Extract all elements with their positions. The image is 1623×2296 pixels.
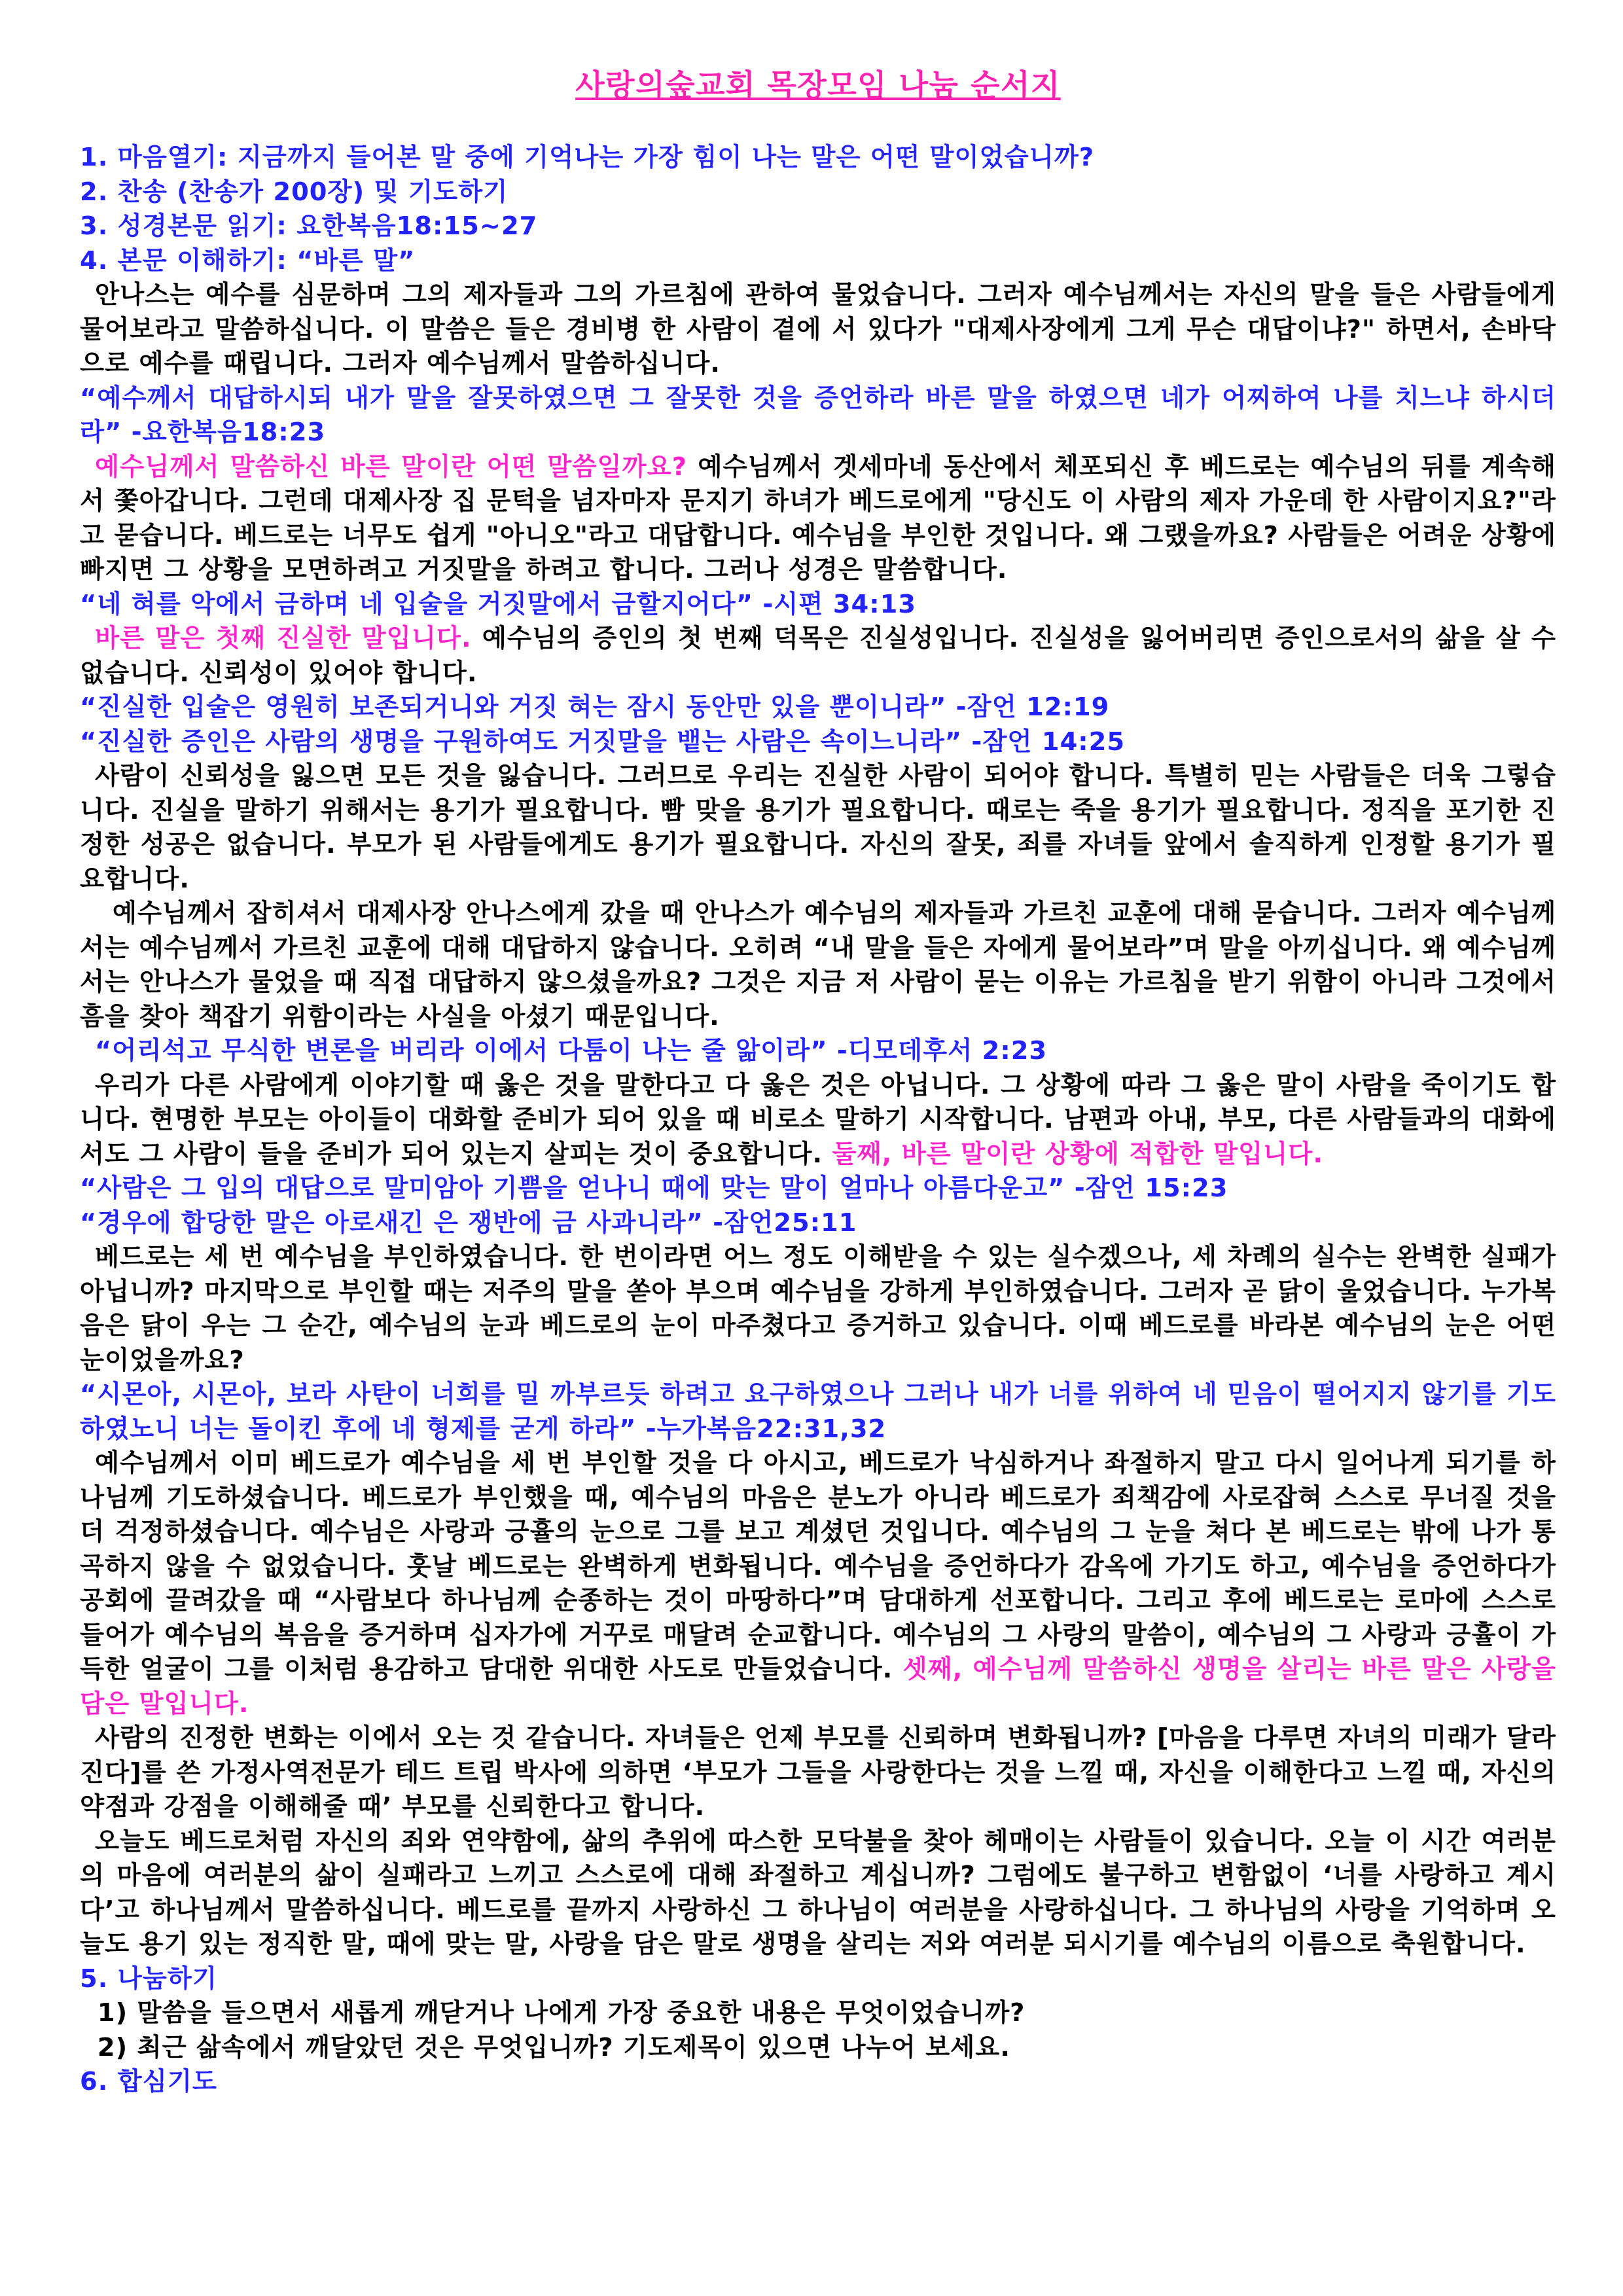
body-paragraph: 사람의 진정한 변화는 이에서 오는 것 같습니다. 자녀들은 언제 부모를 신뢰하며 변화됩니까? [마음을 다루면 자녀의 미래가 달라진다]를 쓴 가정사역전문가 테드 트립 박사에 의하면 ‘부모가 그들을 사랑한다는 것을 느낄 때, 자신을 이해한다고 느낄 때, 자신의 약점과 강점을 이해해줄 때’ 부모를 신뢰한다고 합니다. bbox=[80, 1723, 1556, 1821]
body-paragraph: 안나스는 예수를 심문하며 그의 제자들과 그의 가르침에 관하여 물었습니다. 그러자 예수님께서는 자신의 말을 들은 사람들에게 물어보라고 말씀하십니다. 이 말씀은 들은 경비병 한 사람이 곁에 서 있다가 "대제사장에게 그게 무슨 대답이냐?" 하면서, 손바닥으로 예수를 때립니다. 그러자 예수님께서 말씀하십니다. bbox=[80, 280, 1556, 378]
body-paragraph bbox=[80, 622, 1556, 691]
body-paragraph: 오늘도 베드로처럼 자신의 죄와 연약함에, 삶의 추위에 따스한 모닥불을 찾아 헤매이는 사람들이 있습니다. 오늘 이 시간 여러분의 마음에 여러분의 삶이 실패라고 느끼고 스스로에 대해 좌절하고 계십니까? 그럼에도 불구하고 변함없이 ‘너를 사랑하고 계시다’고 하나님께서 말씀하십니다. 베드로를 끝까지 사랑하신 그 하나님이 여러분을 사랑하십니다. 그 하나님의 사랑을 기억하며 오늘도 용기 있는 정직한 말, 때에 맞는 말, 사랑을 담은 말로 생명을 살리는 저와 여러분 되시기를 예수님의 이름으로 축원합니다. bbox=[80, 1826, 1556, 1959]
scripture-quote: “경우에 합당한 말은 아로새긴 은 쟁반에 금 사과니라” -잠언25:11 bbox=[80, 1208, 857, 1238]
emphasis-text: 셋째, 예수님께 말씀하신 생명을 살리는 바른 말은 사랑을 담은 말입니다. bbox=[80, 1655, 1556, 1719]
paragraph-text: 예수님께서 겟세마네 동산에서 체포되신 후 베드로는 예수님의 뒤를 계속해서 쫓아갑니다. 그런데 대제사장 집 문턱을 넘자마자 문지기 하녀가 베드로에게 "당신도 이 사람의 제자 가운데 한 사람이지요?"라고 묻습니다. 베드로는 너무도 쉽게 "아니오"라고 대답합니다. 예수님을 부인한 것입니다. 왜 그랬을까요? 사람들은 어려운 상황에 빠지면 그 상황을 모면하려고 거짓말을 하려고 합니다. 그러나 성경은 말씀합니다. bbox=[80, 452, 1557, 584]
body-paragraph bbox=[80, 1069, 1556, 1172]
body-paragraph: 사람이 신뢰성을 잃으면 모든 것을 잃습니다. 그러므로 우리는 진실한 사람이 되어야 합니다. 특별히 믿는 사람들은 더욱 그렇습니다. 진실을 말하기 위해서는 용기가 필요합니다. 빰 맞을 용기가 필요합니다. 때로는 죽을 용기가 필요합니다. 정직을 포기한 진정한 성공은 없습니다. 부모가 된 사람들에게도 용기가 필요합니다. 자신의 잘못, 죄를 자녀들 앞에서 솔직하게 인정할 용기가 필요합니다. bbox=[80, 761, 1556, 894]
emphasis-text: 둘째, 바른 말이란 상황에 적합한 말입니다. bbox=[823, 1139, 1323, 1169]
item-6-united-prayer: 6. 합심기도 bbox=[80, 2067, 218, 2096]
sharing-question-1: 1) 말씀을 들으면서 새롭게 깨닫거나 나에게 가장 중요한 내용은 무엇이었습니까? bbox=[97, 1998, 1026, 2028]
document bbox=[80, 65, 1556, 2100]
paragraph-text: 예수님께서 이미 베드로가 예수님을 세 번 부인할 것을 다 아시고, 베드로가 낙심하거나 좌절하지 말고 다시 일어나게 되기를 하나님께 기도하셨습니다. 베드로가 부인했을 때, 예수님의 마음은 분노가 아니라 베드로가 죄책감에 사로잡혀 스스로 무너질 것을 더 걱정하셨습니다. 예수님은 사랑과 긍휼의 눈으로 그를 보고 계셨던 것입니다. 예수님의 그 눈을 쳐다 본 베드로는 밖에 나가 통곡하지 않을 수 없었습니다. 훗날 베드로는 완벽하게 변화됩니다. 예수님을 증언하다가 감옥에 가기도 하고, 예수님을 증언하다가 공회에 끌려갔을 때 “사람보다 하나님께 순종하는 것이 마땅하다”며 담대하게 선포합니다. 그리고 후에 베드로는 로마에 스스로 들어가 예수님의 복음을 증거하며 십자가에 거꾸로 매달려 순교합니다. 예수님의 그 사랑의 말씀이, 예수님의 그 사랑과 긍휼이 가득한 얼굴이 그를 이처럼 용감하고 담대한 위대한 사도로 만들었습니다. bbox=[80, 1448, 1556, 1684]
scripture-quote: “어리석고 무식한 변론을 버리라 이에서 다툼이 나는 줄 앎이라” -디모데후서 2:23 bbox=[95, 1036, 1048, 1066]
paragraph-text: 우리가 다른 사람에게 이야기할 때 옳은 것을 말한다고 다 옳은 것은 아닙니다. 그 상황에 따라 그 옳은 말이 사람을 죽이기도 합니다. 현명한 부모는 아이들이 대화할 준비가 되어 있을 때 비로소 말하기 시작합니다. 남편과 아내, 부모, 다른 사람들과의 대화에서도 그 사람이 들을 준비가 되어 있는지 살피는 것이 중요합니다. bbox=[80, 1070, 1556, 1169]
item-5-sharing: 5. 나눔하기 bbox=[80, 1964, 218, 1994]
item-4-understanding: 4. 본문 이해하기: “바른 말” bbox=[80, 245, 416, 276]
scripture-quote: “진실한 증인은 사람의 생명을 구원하여도 거짓말을 뱉는 사람은 속이느니라” -잠언 14:25 bbox=[80, 726, 1126, 757]
paragraph-text: 예수님의 증인의 첫 번째 덕목은 진실성입니다. 진실성을 잃어버리면 증인으로서의 삶을 살 수 없습니다. 신뢰성이 있어야 합니다. bbox=[80, 624, 1557, 688]
emphasis-text: 바른 말은 첫째 진실한 말입니다. bbox=[95, 624, 472, 653]
scripture-quote: “사람은 그 입의 대답으로 말미암아 기쁨을 얻나니 때에 맞는 말이 얼마나 아름다운고” -잠언 15:23 bbox=[80, 1174, 1228, 1203]
body-paragraph: 베드로는 세 번 예수님을 부인하였습니다. 한 번이라면 어느 정도 이해받을 수 있는 실수겠으나, 세 차례의 실수는 완벽한 실패가 아닙니까? 마지막으로 부인할 때는 저주의 말을 쏟아 부으며 예수님을 강하게 부인하였습니다. 그러자 곧 닭이 울었습니다. 누가복음은 닭이 우는 그 순간, 예수님의 눈과 베드로의 눈이 마주쳤다고 증거하고 있습니다. 이때 베드로를 바라본 예수님의 눈은 어떤 눈이었을까요? bbox=[80, 1242, 1557, 1375]
item-2-hymn-prayer: 2. 찬송 (찬송가 200장) 및 기도하기 bbox=[80, 177, 508, 207]
scripture-quote: “진실한 입술은 영원히 보존되거니와 거짓 혀는 잠시 동안만 있을 뿐이니라” -잠언 12:19 bbox=[80, 692, 1110, 722]
item-1-open-heart: 1. 마음열기: 지금까지 들어본 말 중에 기억나는 가장 힘이 나는 말은 어떤 말이었습니까? bbox=[80, 143, 1095, 172]
body-paragraph bbox=[80, 1446, 1556, 1721]
sharing-question-2: 2) 최근 삶속에서 깨달았던 것은 무엇입니까? 기도제목이 있으면 나누어 보세요. bbox=[97, 2032, 1010, 2062]
scripture-quote: “예수께서 대답하시되 내가 말을 잘못하였으면 그 잘못한 것을 증언하라 바른 말을 하였으면 네가 어찌하여 나를 치느냐 하시더라” -요한복음18:23 bbox=[80, 383, 1556, 447]
scripture-quote: “시몬아, 시몬아, 보라 사탄이 너희를 밀 까부르듯 하려고 요구하였으나 그러나 내가 너를 위하여 네 믿음이 떨어지지 않기를 기도하였노니 너는 돌이킨 후에 네 형제를 굳게 하라” -누가복음22:31,32 bbox=[80, 1380, 1556, 1444]
emphasis-text: 예수님께서 말씀하신 바른 말이란 어떤 말씀일까요? bbox=[95, 452, 687, 482]
body-paragraph: 예수님께서 잡히셔서 대제사장 안나스에게 갔을 때 안나스가 예수님의 제자들과 가르친 교훈에 대해 묻습니다. 그러자 예수님께서는 예수님께서 가르친 교훈에 대해 대답하지 않습니다. 오히려 “내 말을 들은 자에게 물어보라”며 말을 아끼십니다. 왜 예수님께서는 안나스가 물었을 때 직접 대답하지 않으셨을까요? 그것은 지금 저 사람이 묻는 이유는 가르침을 받기 위함이 아니라 그것에서 흠을 찾아 책잡기 위함이라는 사실을 아셨기 때문입니다. bbox=[80, 899, 1556, 1031]
body-paragraph bbox=[80, 450, 1556, 588]
item-3-scripture-reading: 3. 성경본문 읽기: 요한복음18:15~27 bbox=[80, 211, 538, 241]
page-title: 사랑의숲교회 목장모임 나눔 순서지 bbox=[575, 67, 1061, 103]
scripture-quote: “네 혀를 악에서 금하며 네 입술을 거짓말에서 금할지어다” -시편 34:13 bbox=[80, 589, 917, 619]
